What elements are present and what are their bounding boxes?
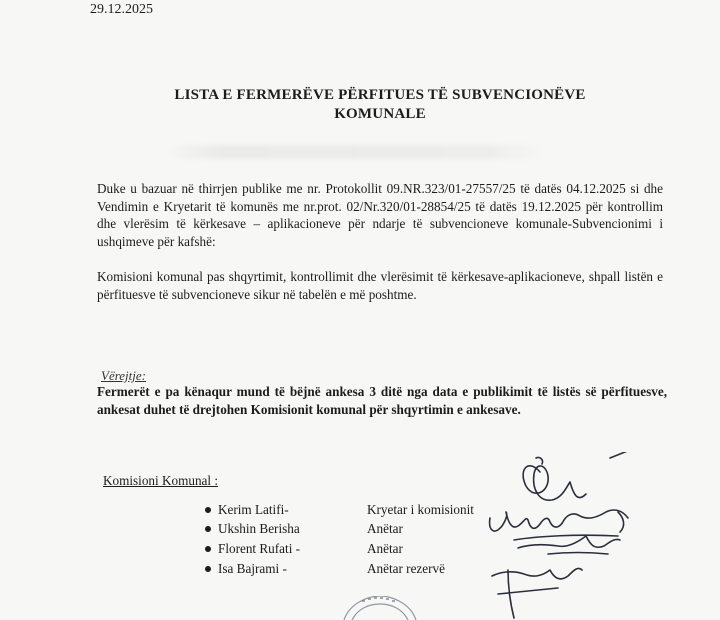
title-line-2: KOMUNALE [334,106,426,122]
bullet-icon [205,526,211,532]
document-title [90,86,670,124]
signatures-icon [478,452,648,620]
bullet-icon [205,566,211,572]
bullet-icon [205,546,211,552]
stamp-icon [340,596,420,620]
note-text: Fermerët e pa kënaqur mund të bëjnë ankesa 3 ditë nga data e publikimit të listës së përfituesve, ankesat duhet të drejtohen Komisionit komunal për shqyrtimin e ankesave. [97,384,667,417]
member-role: Kryetar i komisionit [367,502,474,517]
bullet-icon [205,507,211,513]
title-line-1: LISTA E FERMERËVE PËRFITUES TË SUBVENCIONËVE [174,87,586,103]
paragraph-announcement: Komisioni komunal pas shqyrtimit, kontrollimit dhe vlerësimit të kërkesave-aplikacioneve, shpall listën e përfituesve të subvencioneve sikur në tabelën e më poshtme. [97,269,663,302]
member-name: Kerim Latifi- [218,502,289,517]
member-name: Isa Bajrami - [218,561,287,576]
document-date: 29.12.2025 [90,2,153,17]
member-name: Ukshin Berisha [218,521,300,536]
member-role: Anëtar rezervë [367,561,445,576]
member-name: Florent Rufati - [218,541,301,556]
note-label: Vërejtje: [101,368,146,383]
paragraph-intro: Duke u bazuar në thirrjen publike me nr. Protokollit 09.NR.323/01-27557/25 të datës 04.12.2025 si dhe Vendimin e Kryetarit të komunës me nr.prot. 02/Nr.320/01-28854/25 të datës 19.12.2025 për kontrollim dhe vlerësim të kërkesave – aplikacioneve për ndarje të subvencioneve komunale-Subvencionimi i ushqimeve për kafshë: [97,181,663,249]
bleed-through-text [165,145,545,159]
committee-heading: Komisioni Komunal : [103,473,219,488]
member-role: Anëtar [367,541,403,556]
member-role: Anëtar [367,521,403,536]
